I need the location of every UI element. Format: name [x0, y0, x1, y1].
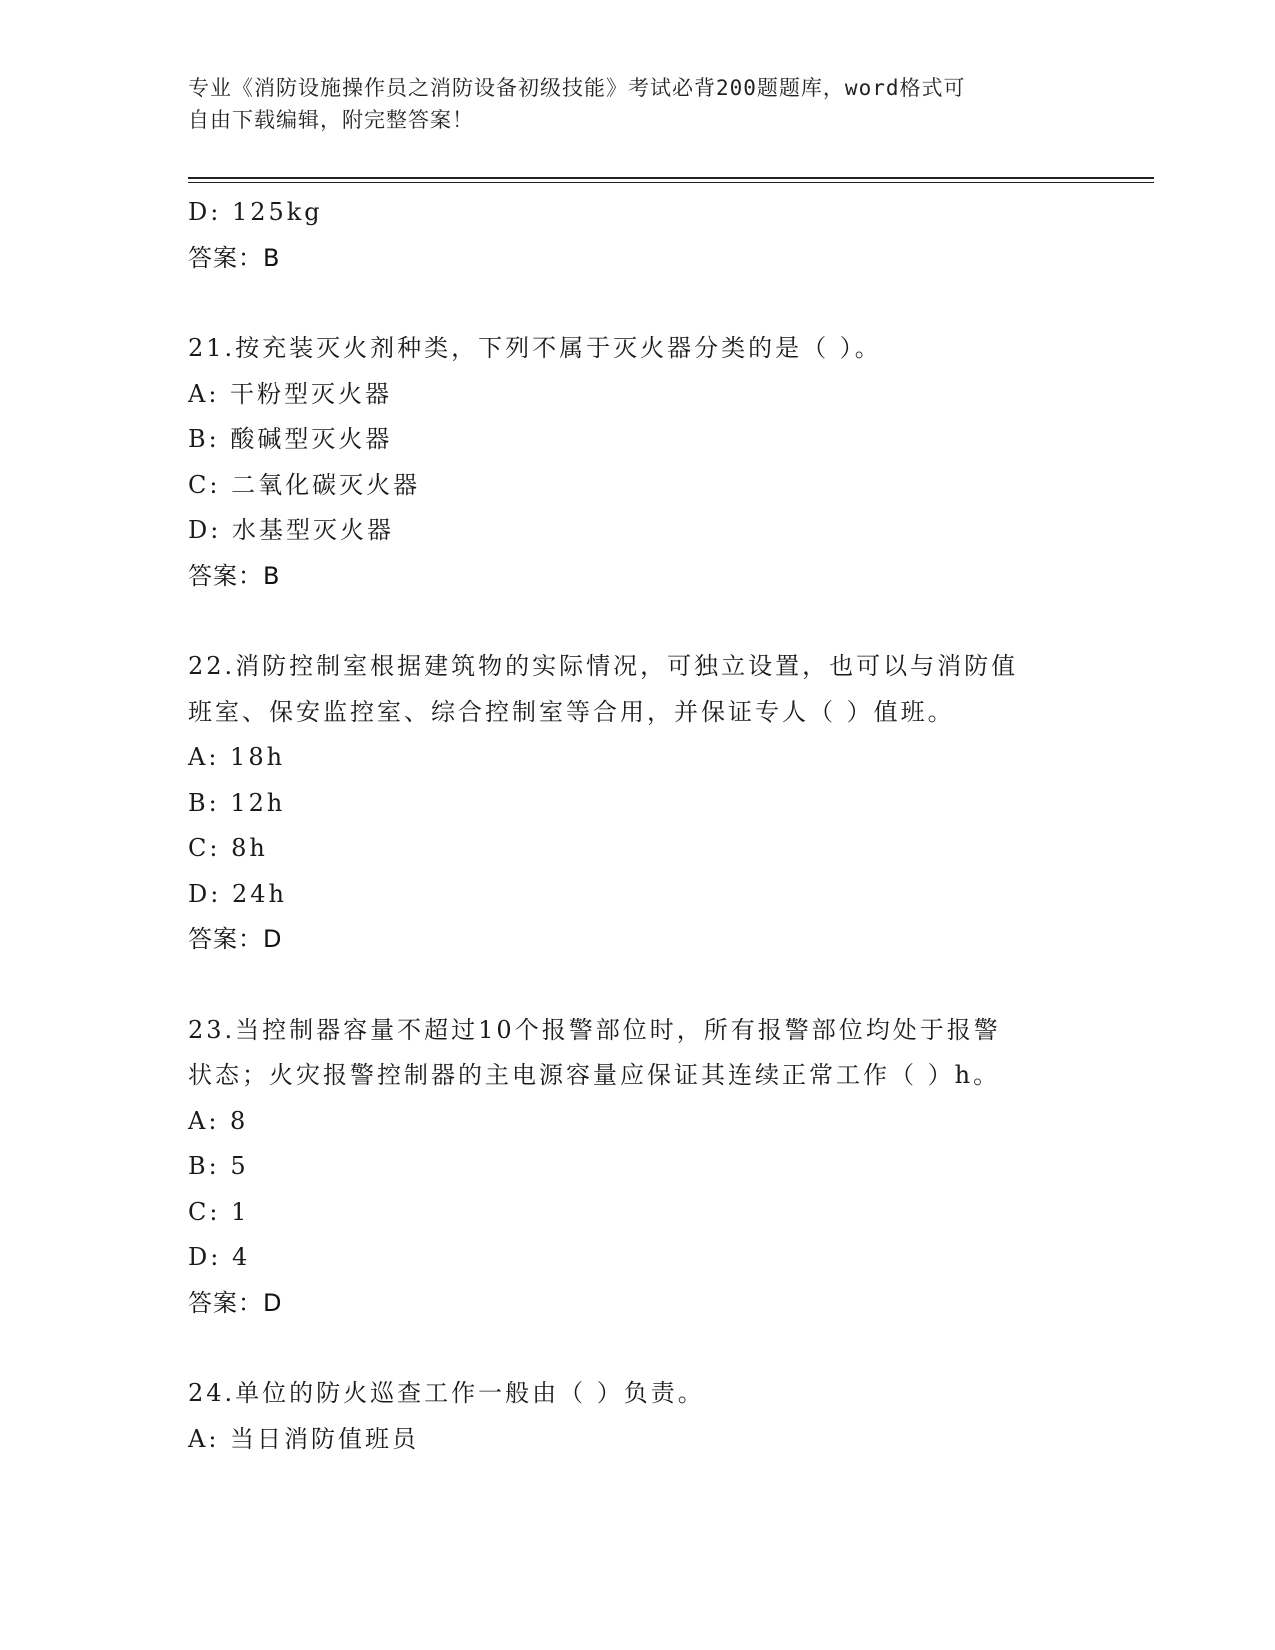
- header-title-line-2: 自由下载编辑，附完整答案！: [188, 108, 474, 132]
- answer-line: 答案：D: [188, 1288, 283, 1317]
- header-title-line-1: 专业《消防设施操作员之消防设备初级技能》考试必背200题题库，word格式可: [188, 76, 966, 100]
- option-c: C: 二氧化碳灭火器: [188, 470, 421, 499]
- header-divider-thin: [188, 182, 1154, 183]
- option-c: C: 1: [188, 1197, 250, 1226]
- option-b: B: 5: [188, 1152, 249, 1180]
- answer-line: 答案：B: [188, 243, 281, 272]
- question-24: [188, 1371, 1088, 1462]
- page-header: [188, 72, 1068, 136]
- answer-line: 答案：D: [188, 925, 283, 953]
- header-divider: [188, 177, 1154, 179]
- option-c: C: 8h: [188, 834, 268, 862]
- question-21: [188, 326, 1088, 599]
- spacer: [188, 281, 1088, 326]
- spacer: [188, 963, 1088, 1008]
- question-stem: 21.按充装灭火剂种类，下列不属于灭火器分类的是（ ）。: [188, 334, 882, 362]
- option-a: A: 当日消防值班员: [188, 1424, 420, 1453]
- option-a: A: 干粉型灭火器: [188, 379, 393, 408]
- question-stem-line-1: 23.当控制器容量不超过10个报警部位时，所有报警部位均处于报警: [188, 1015, 1001, 1044]
- option-a: A: 8: [188, 1106, 249, 1135]
- question-stem-line-2: 班室、保安监控室、综合控制室等合用，并保证专人（ ）值班。: [188, 697, 955, 726]
- spacer: [188, 1326, 1088, 1371]
- question-stem: 24.单位的防火巡查工作一般由（ ）负责。: [188, 1379, 705, 1407]
- option-d: D: 水基型灭火器: [188, 516, 394, 544]
- question-23: [188, 1008, 1088, 1327]
- option-d: D: 125kg: [188, 198, 323, 226]
- question-22: [188, 644, 1088, 963]
- option-a: A: 18h: [188, 743, 286, 771]
- option-b: B: 12h: [188, 788, 286, 817]
- option-d: D: 24h: [188, 879, 287, 908]
- document-body: [188, 190, 1088, 1462]
- option-b: B: 酸碱型灭火器: [188, 425, 393, 453]
- answer-line: 答案：B: [188, 561, 281, 590]
- question-stem-line-2: 状态；火灾报警控制器的主电源容量应保证其连续正常工作（ ）h。: [188, 1061, 1001, 1089]
- question-20-tail: [188, 190, 1088, 281]
- question-stem-line-1: 22.消防控制室根据建筑物的实际情况，可独立设置，也可以与消防值: [188, 652, 1019, 680]
- option-d: D: 4: [188, 1243, 251, 1271]
- spacer: [188, 599, 1088, 644]
